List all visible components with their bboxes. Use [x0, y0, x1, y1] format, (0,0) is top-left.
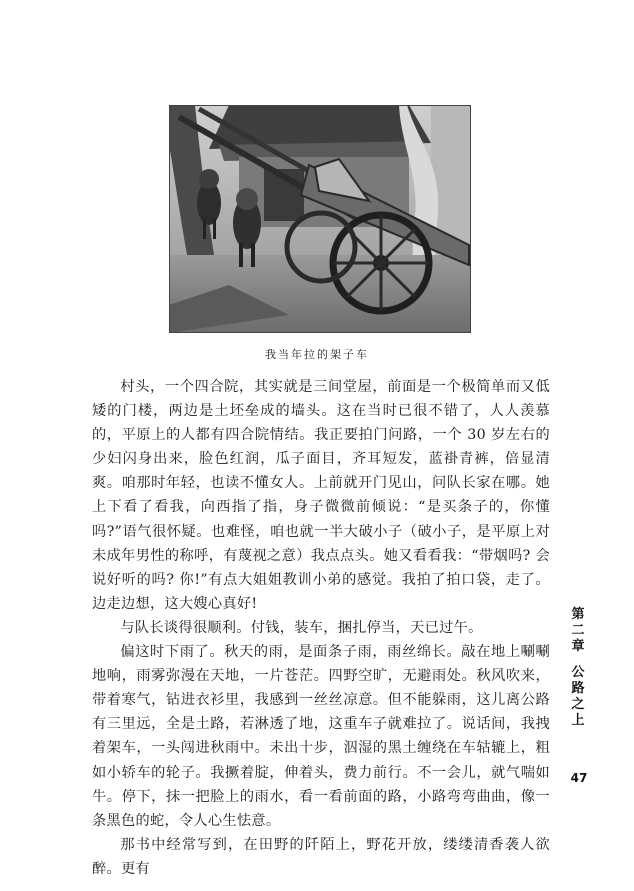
- paragraph: 与队长谈得很顺利。付钱，装车，捆扎停当，天已过午。: [120, 619, 483, 636]
- paragraph: 偏这时下雨了。秋天的雨，是面条子雨，雨丝绵长。敲在地上唰唰地响，雨雾弥漫在天地，一片苍茫。四野空旷，无避雨处。秋风吹来，带着寒气，钻进衣衫里，我感到一丝丝凉意。但不能躲雨，这儿离公路有三里远，全是土路，若淋透了地，这重车子就难拉了。说话间，我拽着架车，一头闯进秋雨中。未出十步，泅湿的黑土缠绕在车轱辘上，粗如小轿车的轮子。我撅着腚，伸着头，费力前行。不一会儿，就气喘如牛。停下，抹一把脸上的雨水，看一看前面的路，小路弯弯曲曲，像一条黑色的蛇，令人心生怯意。: [92, 644, 550, 829]
- body-text: [92, 375, 550, 881]
- paragraph: 那书中经常写到，在田野的阡陌上，野花开放，缕缕清香袭人欲醉。更有: [92, 836, 550, 877]
- page-number: 47: [570, 771, 588, 785]
- photo-caption: 我当年拉的架子车: [265, 348, 369, 361]
- chapter-number: 第 二 章: [571, 607, 585, 654]
- paragraph: 村头，一个四合院，其实就是三间堂屋，前面是一个极简单而又低矮的门楼，两边是土坯垒成的墙头。这在当时已很不错了，人人羡慕的，平原上的人都有四合院情结。我正要拍门问路，一个 30 岁左右的少妇闪身出来，脸色红润，瓜子面目，齐耳短发，蓝褂青裤，倍显清爽。咱那时年轻，也读不懂女人。上前就开门见山，问队长家在哪。她上下看了看我，向西指了指，身子微微前倾说：“是买条子的，你懂吗?”语气很怀疑。也难怪，咱也就一半大破小子（破小子，是平原上对未成年男性的称呼，有蔑视之意）我点点头。她又看看我：“带烟吗? 会说好听的吗? 你!”有点大姐姐教训小弟的感觉。我拍了拍口袋，走了。边走边想，这大嫂心真好!: [92, 379, 550, 612]
- cart-photo: [169, 105, 471, 333]
- chapter-side-tab: [565, 607, 591, 729]
- chapter-title: 公 路 之 上: [571, 665, 585, 728]
